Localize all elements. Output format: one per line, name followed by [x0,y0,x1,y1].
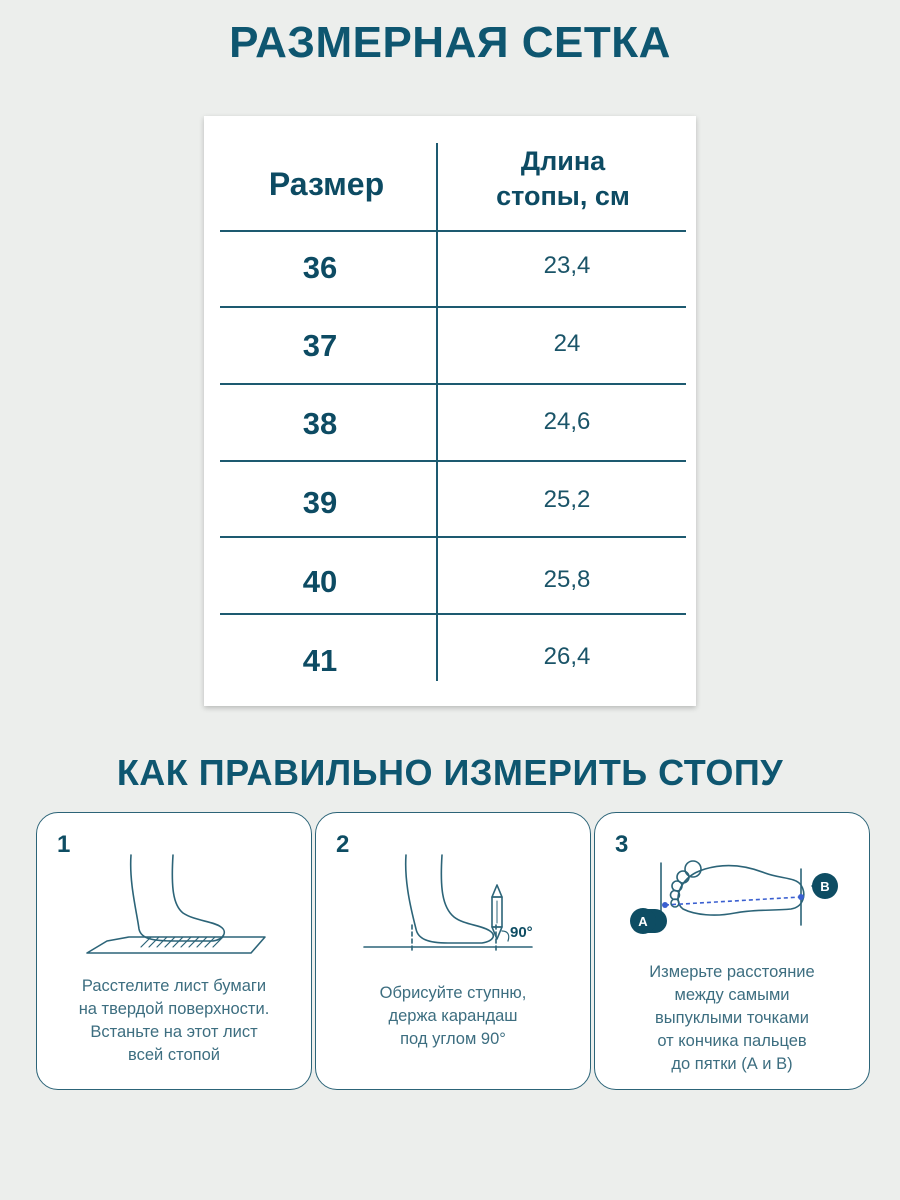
table-divider [220,460,686,462]
step-line: держа карандаш [388,1007,518,1025]
table-divider [220,613,686,615]
step-number: 3 [615,831,629,858]
step-line: под углом 90° [400,1030,506,1048]
size-cell-37: 37 [302,328,338,363]
step-instruction [324,982,582,1051]
size-cell-41: 41 [302,643,338,678]
point-a-label: A [638,914,648,929]
length-cell-39: 25,2 [543,486,591,513]
size-cell-39: 39 [302,485,338,520]
foot-on-paper-icon [37,813,313,973]
size-table [204,116,696,706]
size-cell-36: 36 [302,250,338,285]
length-column-header [438,144,688,214]
step-card-1 [36,812,312,1090]
step-line: Измерьте расстояние [649,963,815,981]
size-cell-38: 38 [302,406,338,441]
step-line: от кончика пальцев [657,1032,807,1050]
point-b-label: B [820,879,830,894]
length-cell-38: 24,6 [543,408,591,435]
step-line: Расстелите лист бумаги [81,977,267,995]
step-line: до пятки (А и В) [671,1055,793,1073]
table-divider [220,536,686,538]
step-number: 2 [336,831,350,858]
length-cell-37: 24 [553,330,581,357]
step-line: Встаньте на этот лист [90,1023,258,1041]
table-divider [220,306,686,308]
step-line: всей стопой [128,1046,220,1064]
step-card-3 [594,812,870,1090]
length-cell-40: 25,8 [543,566,591,593]
table-divider [220,383,686,385]
step-instruction [45,975,303,1067]
foot-pencil-outline-icon [316,813,592,973]
step-number: 1 [57,831,71,858]
step-line: на твердой поверхности. [78,1000,270,1018]
page-title: РАЗМЕРНАЯ СЕТКА [229,18,671,67]
step-line: между самыми [674,986,790,1004]
how-to-measure-title: КАК ПРАВИЛЬНО ИЗМЕРИТЬ СТОПУ [116,752,784,793]
length-cell-41: 26,4 [543,643,591,670]
angle-label: 90° [510,924,533,941]
foot-measure-icon [595,813,871,973]
length-header-line1: Длина [520,146,606,176]
size-cell-40: 40 [302,564,338,599]
length-cell-36: 23,4 [543,252,591,279]
size-column-header: Размер [268,166,385,202]
step-card-2 [315,812,591,1090]
step-instruction [603,961,861,1076]
step-line: выпуклыми точками [655,1009,809,1027]
step-line: Обрисуйте ступню, [379,984,527,1002]
length-header-line2: стопы, см [496,181,630,211]
table-divider [220,230,686,232]
